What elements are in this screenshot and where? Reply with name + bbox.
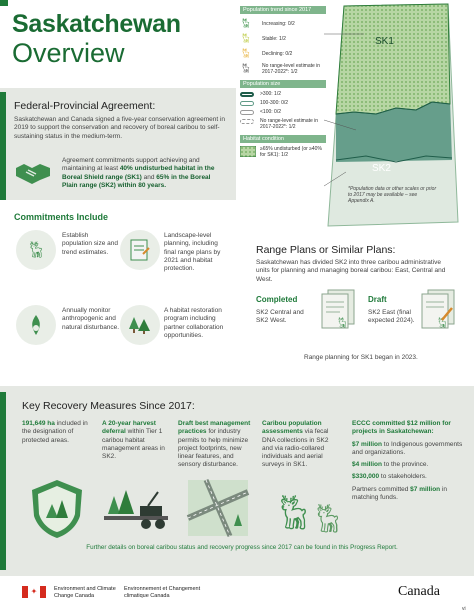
range-plans-title: Range Plans or Similar Plans: (256, 244, 396, 256)
map-label-sk1: SK1 (375, 36, 394, 47)
legend-row: 🦌︎ Stable: 1/2 (240, 33, 286, 43)
handshake-icon (14, 158, 52, 186)
canada-wordmark: Canada (398, 584, 440, 599)
legend-row: >300: 1/2 (240, 91, 326, 97)
disturbance-fire-icon (16, 305, 56, 345)
legend-row: No range-level estimate in 2017-2022*: 1/2 (240, 118, 326, 130)
legend-row: 100-300: 0/2 (240, 100, 326, 106)
legend-size-title: Population size (240, 80, 326, 88)
draft-text: SK2 East (final expected 2024). (368, 309, 415, 325)
svg-text:🦌︎: 🦌︎ (436, 318, 449, 329)
habitat-swatch (240, 146, 256, 157)
canada-flag-icon: ✦ (22, 586, 46, 598)
caribou-count-icon: 🦌︎ (16, 230, 56, 270)
measures-accent (0, 392, 6, 570)
agreement-accent (0, 92, 6, 200)
draft-doc-icon (418, 288, 458, 334)
caribou-icon: 🦌︎ (240, 63, 252, 73)
commitment-item: A habitat restoration program including partner collaboration opportunities. (164, 307, 224, 339)
size-large-swatch (240, 92, 254, 97)
commitment-item: Landscape-level planning, including final range plans by 2021 and habitat protection. (164, 232, 221, 273)
protected-area-shield-icon (28, 478, 86, 540)
linear-features-roads-icon (186, 478, 250, 538)
agreement-title: Federal-Provincial Agreement: (14, 100, 156, 112)
measure-population-assessments: Caribou population assessments via fecal DNA collections in SK2 and via radio-collared individuals and aerial surveys in SK1. (262, 420, 329, 469)
range-plans-body: Saskatchewan has divided SK2 into three caribou administrative units for planning and managing boreal caribou: East, Central and West. (256, 259, 446, 283)
legend-panel (240, 6, 326, 158)
legend-row: 🦌︎ Increasing: 0/2 (240, 18, 295, 28)
measure-harvest-deferral: A 20-year harvest deferral within Tier 1 caribou habitat management areas in SK2. (102, 420, 165, 461)
caribou-herd-icon (270, 478, 350, 534)
restoration-trees-icon (120, 305, 160, 345)
planning-doc-icon (120, 230, 160, 270)
caribou-icon: 🦌︎ (240, 48, 252, 58)
top-accent-bar (0, 0, 8, 6)
sk1-planning-note: Range planning for SK1 began in 2023. (304, 354, 418, 361)
agreement-commitment: Agreement commitments support achieving and maintaining at least 40% undisturbed habitat in the Boreal Shield range (SK1) and 65% in the Boreal Plain range (SK2) within 80 years. (62, 157, 215, 189)
measures-title: Key Recovery Measures Since 2017: (22, 400, 195, 412)
report-link-note[interactable]: Further details on boreal caribou status and recovery progress since 2017 can be found in this Progress Report. (86, 544, 398, 551)
caribou-icon: 🦌︎ (240, 33, 252, 43)
legend-row: <100: 0/2 (240, 109, 326, 115)
map-footnote: *Population data or other scales or prior to 2017 may be available – see Appendix A. (348, 186, 437, 204)
measure-best-practices: Draft best management practices for industry permits to help minimize project footprints, new linear features, and sensory disturbance. (178, 420, 251, 469)
page-title: Saskatchewan (12, 10, 181, 38)
legend-habitat-title: Habitat condition (240, 135, 326, 143)
size-unknown-swatch (240, 119, 254, 124)
caribou-icon: 🦌︎ (240, 18, 252, 28)
map-label-sk2: SK2 (372, 163, 391, 174)
harvest-deferral-icon (100, 486, 172, 534)
legend-row: 🦌︎ No range-level estimate in 2017-2022*: 1/2 (240, 63, 321, 75)
svg-text:🦌︎: 🦌︎ (272, 494, 316, 532)
measure-protected-areas: 191,649 ha included in the designation of protected areas. (22, 420, 88, 444)
legend-trend-title: Population trend since 2017 (240, 6, 326, 14)
svg-text:🦌︎: 🦌︎ (336, 318, 349, 329)
eccc-name-en: Environment and Climate Change Canada (54, 586, 116, 599)
page-subtitle: Overview (12, 38, 125, 68)
commitment-item: Annually monitor anthropogenic and natural disturbance. (62, 307, 120, 331)
legend-row: ≥65% undisturbed (or ≥40% for SK1): 1/2 (240, 146, 326, 158)
commitment-item: Establish population size and trend estimates. (62, 232, 119, 256)
sk1-region (336, 4, 450, 114)
completed-text: SK2 Central and SK2 West. (256, 309, 304, 325)
eccc-name-fr: Environnement et Changement climatique Canada (124, 586, 201, 599)
page-number: vi (462, 606, 466, 612)
agreement-body: Saskatchewan and Canada signed a five-year conservation agreement in 2019 to support the conservation and recovery of boreal caribou to self-sustaining status in the medium-term. (14, 116, 226, 140)
commitments-title: Commitments Include (14, 212, 109, 222)
completed-doc-icon (318, 288, 358, 334)
completed-label: Completed (256, 295, 298, 304)
size-medium-swatch (240, 101, 254, 106)
size-small-swatch (240, 110, 254, 115)
eccc-funding: ECCC committed $12 million for projects in Saskatchewan: $7 million to Indigenous governments and organizations. $4 million to the province. $330,000 to stakeholders. Partners committed $7 million in matching funds. (352, 420, 463, 502)
legend-row: 🦌︎ Declining: 0/2 (240, 48, 293, 58)
svg-text:🦌︎: 🦌︎ (310, 503, 346, 534)
draft-label: Draft (368, 295, 387, 304)
